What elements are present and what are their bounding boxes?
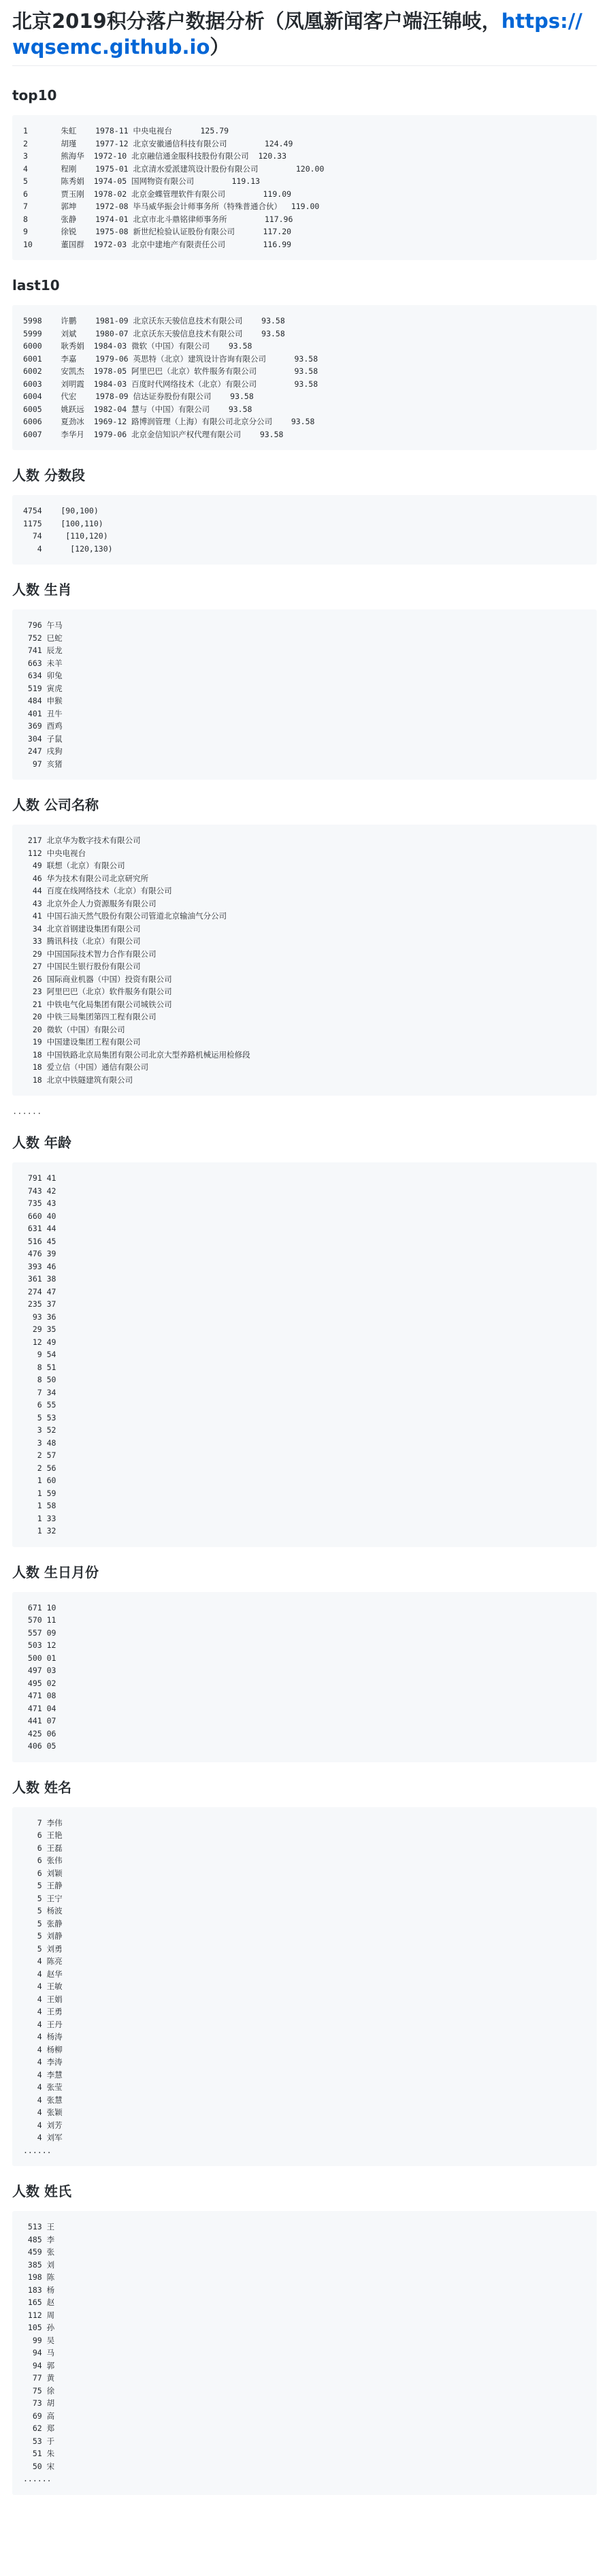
code-line: 369 酉鸡 bbox=[23, 721, 63, 731]
code-line: 516 45 bbox=[23, 1236, 56, 1246]
code-line: 1 33 bbox=[23, 1513, 56, 1523]
code-line: 4 王勇 bbox=[23, 2007, 63, 2016]
code-line: 406 05 bbox=[23, 1741, 56, 1751]
code-line: 743 42 bbox=[23, 1186, 56, 1196]
code-line: 2 56 bbox=[23, 1463, 56, 1473]
code-line: 4 张慧 bbox=[23, 2095, 63, 2105]
code-line: 6 张伟 bbox=[23, 1856, 63, 1865]
code-line: 21 中铁电气化局集团有限公司城铁公司 bbox=[23, 999, 172, 1009]
code-block-score bbox=[12, 495, 597, 565]
code-line: 634 卯兔 bbox=[23, 671, 63, 680]
code-line: 18 中国铁路北京局集团有限公司北京大型养路机械运用检修段 bbox=[23, 1049, 250, 1060]
code-line: 43 北京外企人力资源服务有限公司 bbox=[23, 898, 157, 908]
code-line: 9 54 bbox=[23, 1350, 56, 1359]
code-line: 8 50 bbox=[23, 1375, 56, 1384]
code-line: 50 宋 bbox=[23, 2461, 55, 2471]
code-line: 1 朱虹 1978-11 中央电视台 125.79 bbox=[23, 126, 229, 136]
code-line: 77 黄 bbox=[23, 2373, 55, 2383]
code-line: 4754 [90,100) bbox=[23, 506, 99, 515]
code-line: 5 王静 bbox=[23, 1881, 63, 1890]
code-line: 8 51 bbox=[23, 1362, 56, 1372]
code-line: 459 张 bbox=[23, 2247, 55, 2257]
code-line: 33 腾讯科技（北京）有限公司 bbox=[23, 936, 141, 946]
code-line: 6007 李华月 1979-06 北京金信知识产权代理有限公司 93.58 bbox=[23, 429, 284, 439]
code-line: 9 徐锐 1975-08 新世纪检验认证股份有限公司 117.20 bbox=[23, 227, 292, 236]
code-line: 4 李涛 bbox=[23, 2057, 63, 2067]
section-heading-full-name: 人数 姓名 bbox=[12, 1779, 71, 1796]
code-line: 23 阿里巴巴（北京）软件服务有限公司 bbox=[23, 987, 172, 996]
code-line: 27 中国民生银行股份有限公司 bbox=[23, 961, 141, 971]
code-line: 217 北京华为数字技术有限公司 bbox=[23, 836, 141, 845]
section-heading-birth-month: 人数 生日月份 bbox=[12, 1563, 99, 1580]
code-block-birth-month bbox=[12, 1592, 597, 1762]
blog-link[interactable]: https://wqsemc.github.io bbox=[12, 10, 582, 59]
code-line: 10 董国群 1972-03 北京中建地产有限责任公司 116.99 bbox=[23, 239, 292, 249]
code-line: 44 百度在线网络技术（北京）有限公司 bbox=[23, 886, 172, 895]
code-line: 235 37 bbox=[23, 1299, 56, 1309]
code-line: 20 中铁三局集团第四工程有限公司 bbox=[23, 1012, 157, 1021]
code-line: 6000 耿秀娟 1984-03 微软（中国）有限公司 93.58 bbox=[23, 341, 252, 351]
section-heading-age: 人数 年龄 bbox=[12, 1134, 71, 1151]
section-heading-zodiac: 人数 生肖 bbox=[12, 582, 71, 598]
code-line: 274 47 bbox=[23, 1286, 56, 1297]
code-line: 1 32 bbox=[23, 1526, 56, 1536]
code-line: 46 华为技术有限公司北京研究所 bbox=[23, 873, 149, 883]
code-line: 94 郭 bbox=[23, 2360, 55, 2370]
code-line: 34 北京首钢建设集团有限公司 bbox=[23, 923, 141, 934]
code-line: 5 张静 bbox=[23, 1918, 63, 1928]
code-line: 503 12 bbox=[23, 1640, 56, 1650]
code-line: 6003 刘明霞 1984-03 百度时代网络技术（北京）有限公司 93.58 bbox=[23, 379, 318, 389]
code-line: 8 张静 1974-01 北京市北斗鼎铭律师事务所 117.96 bbox=[23, 214, 293, 224]
code-line: 660 40 bbox=[23, 1211, 56, 1221]
code-line: 74 [110,120) bbox=[23, 531, 108, 541]
code-line: 49 联想（北京）有限公司 bbox=[23, 861, 125, 870]
code-line: 6006 夏劲冰 1969-12 路博润管理（上海）有限公司北京分公司 93.58 bbox=[23, 417, 315, 426]
code-line: 485 李 bbox=[23, 2234, 55, 2244]
code-line: 4 赵华 bbox=[23, 1969, 63, 1979]
code-block-age bbox=[12, 1162, 597, 1547]
code-line: 5999 刘斌 1980-07 北京沃东天骏信息技术有限公司 93.58 bbox=[23, 328, 285, 338]
code-line: 4 刘军 bbox=[23, 2133, 63, 2142]
code-line: 69 高 bbox=[23, 2411, 55, 2421]
code-line: 6002 安凯杰 1978-05 阿里巴巴（北京）软件服务有限公司 93.58 bbox=[23, 366, 318, 376]
code-line: 75 徐 bbox=[23, 2385, 55, 2396]
code-line: 4 张颖 bbox=[23, 2108, 63, 2117]
code-line: 105 孙 bbox=[23, 2323, 55, 2332]
code-line: 73 胡 bbox=[23, 2398, 55, 2408]
section-heading-score: 人数 分数段 bbox=[12, 467, 85, 483]
code-line: 5 53 bbox=[23, 1412, 56, 1422]
code-line: 4 陈亮 bbox=[23, 1956, 63, 1966]
section-heading-surname: 人数 姓氏 bbox=[12, 2183, 71, 2199]
code-line: ...... bbox=[23, 2474, 52, 2483]
code-line: 5 刘勇 bbox=[23, 1943, 63, 1954]
code-line: 570 11 bbox=[23, 1615, 56, 1625]
code-line: 62 郑 bbox=[23, 2423, 55, 2433]
code-line: 519 寅虎 bbox=[23, 683, 63, 693]
code-line: 393 46 bbox=[23, 1261, 56, 1271]
code-line: 361 38 bbox=[23, 1274, 56, 1284]
code-line: 99 吴 bbox=[23, 2335, 55, 2345]
code-block-zodiac bbox=[12, 609, 597, 780]
code-line: 3 48 bbox=[23, 1437, 56, 1448]
code-line: 5 王宁 bbox=[23, 1893, 63, 1903]
code-line: 53 于 bbox=[23, 2436, 55, 2446]
code-line: 4 刘芳 bbox=[23, 2120, 63, 2130]
code-line: 4 杨柳 bbox=[23, 2044, 63, 2054]
page-title-close: ） bbox=[210, 35, 230, 59]
code-line: 476 39 bbox=[23, 1249, 56, 1258]
code-block-last10 bbox=[12, 305, 597, 450]
code-line: 4 张莹 bbox=[23, 2082, 63, 2092]
code-line: 2 57 bbox=[23, 1450, 56, 1460]
code-line: 663 未羊 bbox=[23, 658, 63, 668]
code-line: 4 杨涛 bbox=[23, 2032, 63, 2041]
code-line: 4 李慧 bbox=[23, 2069, 63, 2080]
page-title bbox=[12, 8, 597, 66]
code-line: 29 35 bbox=[23, 1324, 56, 1334]
company-ellipsis: ...... bbox=[12, 1107, 42, 1116]
code-line: 5998 许鹏 1981-09 北京沃东天骏信息技术有限公司 93.58 bbox=[23, 316, 285, 325]
code-line: 247 戌狗 bbox=[23, 746, 63, 756]
code-line: 165 赵 bbox=[23, 2297, 55, 2307]
code-line: 4 王丹 bbox=[23, 2019, 63, 2029]
code-line: 94 马 bbox=[23, 2348, 55, 2357]
code-line: 1 60 bbox=[23, 1476, 56, 1485]
code-line: 791 41 bbox=[23, 1173, 56, 1183]
code-line: 495 02 bbox=[23, 1678, 56, 1688]
code-line: ...... bbox=[23, 2145, 52, 2155]
code-block-surname bbox=[12, 2211, 597, 2495]
code-block-top10 bbox=[12, 115, 597, 260]
code-line: 425 06 bbox=[23, 1728, 56, 1738]
code-line: 497 03 bbox=[23, 1666, 56, 1675]
code-line: 6 刘颖 bbox=[23, 1868, 63, 1878]
code-line: 401 丑牛 bbox=[23, 708, 63, 718]
code-line: 198 陈 bbox=[23, 2272, 55, 2282]
code-line: 20 微软（中国）有限公司 bbox=[23, 1024, 125, 1034]
code-line: 93 36 bbox=[23, 1311, 56, 1322]
code-line: 735 43 bbox=[23, 1198, 56, 1208]
code-line: 6 王磊 bbox=[23, 1843, 63, 1853]
code-line: 2 胡瑾 1977-12 北京安徽通信科技有限公司 124.49 bbox=[23, 138, 293, 148]
code-line: 18 爱立信（中国）通信有限公司 bbox=[23, 1062, 149, 1072]
page-title-text: 北京2019积分落户数据分析（凤凰新闻客户端汪锦岐， bbox=[12, 10, 501, 33]
code-line: 6005 姚跃远 1982-04 慧与（中国）有限公司 93.58 bbox=[23, 404, 252, 414]
code-line: 18 北京中铁隧建筑有限公司 bbox=[23, 1075, 133, 1085]
code-line: 6001 李嘉 1979-06 英思特（北京）建筑设计咨询有限公司 93.58 bbox=[23, 353, 318, 364]
code-line: 1 59 bbox=[23, 1488, 56, 1498]
code-line: 6 55 bbox=[23, 1400, 56, 1410]
code-line: 29 中国国际技术智力合作有限公司 bbox=[23, 949, 157, 959]
code-line: 631 44 bbox=[23, 1224, 56, 1233]
code-line: 471 04 bbox=[23, 1703, 56, 1713]
code-line: 41 中国石油天然气股份有限公司管道北京输油气分公司 bbox=[23, 911, 227, 921]
code-line: 304 子鼠 bbox=[23, 733, 63, 744]
code-line: 6 王艳 bbox=[23, 1830, 63, 1840]
code-line: 741 辰龙 bbox=[23, 646, 63, 655]
code-block-company bbox=[12, 825, 597, 1096]
section-heading-company: 人数 公司名称 bbox=[12, 797, 99, 813]
code-line: 471 08 bbox=[23, 1691, 56, 1700]
code-line: 513 王 bbox=[23, 2222, 55, 2231]
code-line: 4 王敏 bbox=[23, 1982, 63, 1991]
code-line: 1 58 bbox=[23, 1501, 56, 1510]
code-line: 112 中央电视台 bbox=[23, 848, 86, 858]
code-line: 51 朱 bbox=[23, 2449, 55, 2458]
code-line: 484 申猴 bbox=[23, 696, 63, 705]
code-line: 6004 代宏 1978-09 信达证券股份有限公司 93.58 bbox=[23, 392, 254, 401]
code-line: 1175 [100,110) bbox=[23, 518, 103, 528]
code-line: 752 巳蛇 bbox=[23, 633, 63, 643]
code-line: 796 午马 bbox=[23, 620, 63, 630]
section-heading-top10: top10 bbox=[12, 87, 57, 104]
code-line: 12 49 bbox=[23, 1337, 56, 1347]
code-line: 4 程刚 1975-01 北京清水爱派建筑设计股份有限公司 120.00 bbox=[23, 163, 325, 174]
code-line: 112 周 bbox=[23, 2310, 55, 2320]
code-line: 4 [120,130) bbox=[23, 543, 113, 554]
code-line: 500 01 bbox=[23, 1653, 56, 1663]
code-line: 183 杨 bbox=[23, 2285, 55, 2295]
code-line: 5 刘静 bbox=[23, 1931, 63, 1941]
code-line: 3 52 bbox=[23, 1425, 56, 1435]
code-line: 7 李伟 bbox=[23, 1817, 63, 1828]
code-line: 4 王娟 bbox=[23, 1994, 63, 2004]
code-line: 97 亥猪 bbox=[23, 759, 63, 769]
code-line: 26 国际商业机器（中国）投资有限公司 bbox=[23, 974, 172, 984]
code-line: 7 郭坤 1972-08 毕马威华振会计师事务所（特殊普通合伙） 119.00 bbox=[23, 202, 320, 211]
code-line: 5 杨波 bbox=[23, 1906, 63, 1915]
code-line: 557 09 bbox=[23, 1627, 56, 1638]
code-line: 7 34 bbox=[23, 1387, 56, 1397]
code-line: 3 熊海华 1972-10 北京融信通金服科技股份有限公司 120.33 bbox=[23, 151, 287, 161]
code-block-full-name bbox=[12, 1807, 597, 2167]
code-line: 385 刘 bbox=[23, 2259, 55, 2270]
code-line: 6 贾玉刚 1978-02 北京金蝶管理软件有限公司 119.09 bbox=[23, 189, 292, 199]
code-line: 441 07 bbox=[23, 1716, 56, 1726]
code-line: 19 中国建设集团工程有限公司 bbox=[23, 1037, 141, 1047]
code-line: 671 10 bbox=[23, 1602, 56, 1612]
section-heading-last10: last10 bbox=[12, 277, 60, 293]
code-line: 5 陈秀娟 1974-05 国网物资有限公司 119.13 bbox=[23, 176, 261, 186]
